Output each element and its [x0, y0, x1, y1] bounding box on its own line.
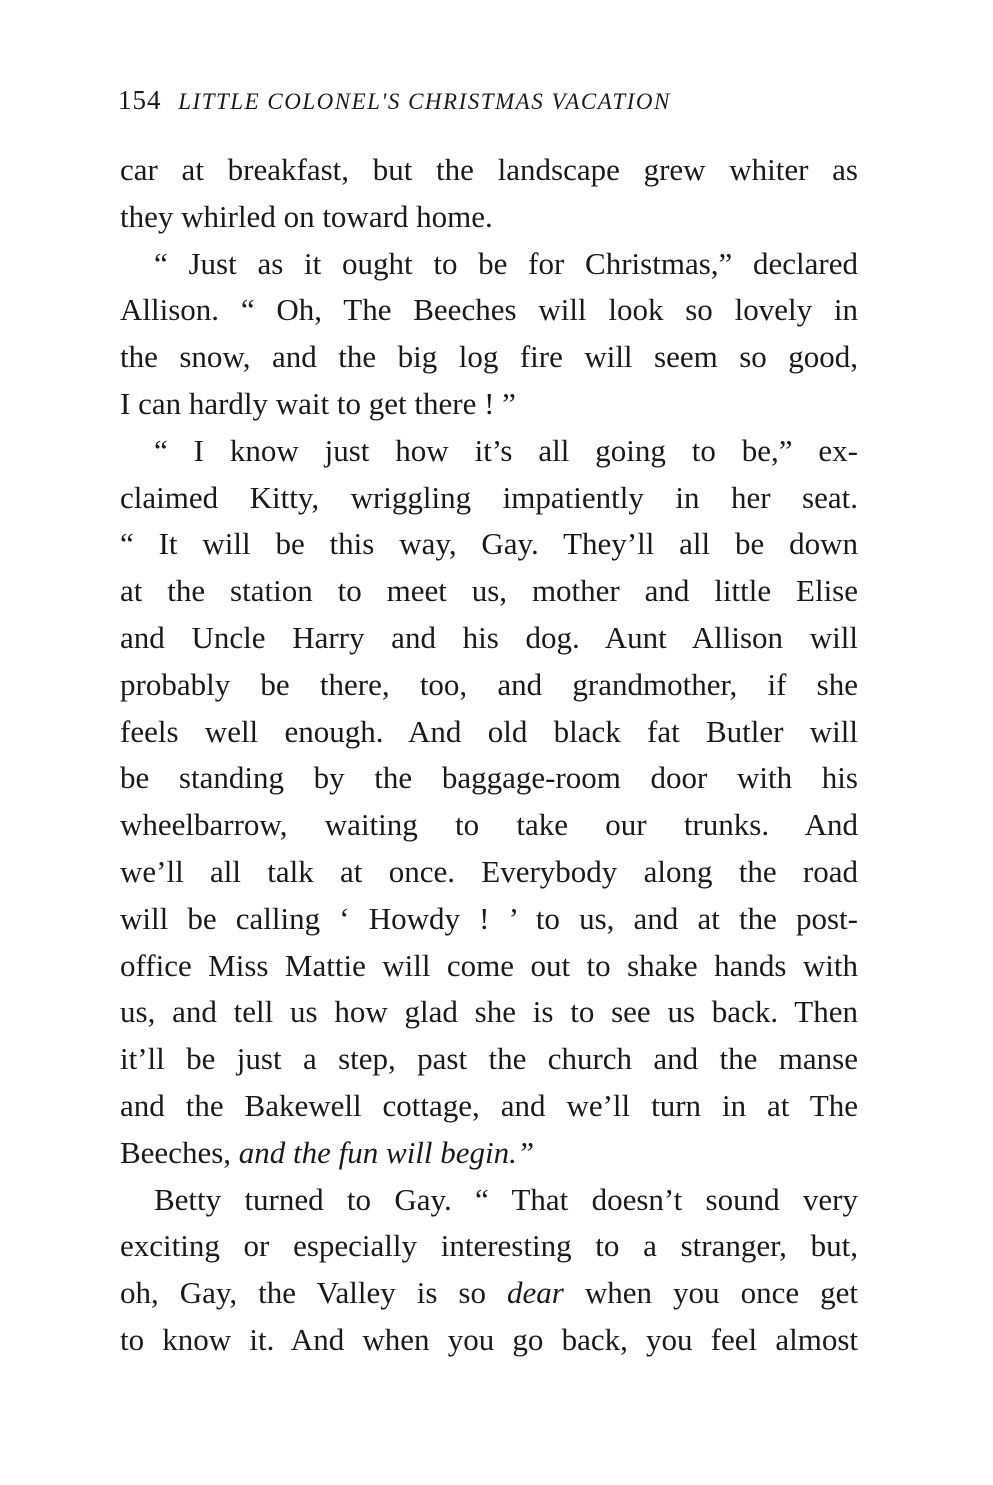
text-line: and the Bakewell cottage, and we’ll turn in at The: [120, 1087, 858, 1123]
text-line: it’ll be just a step, past the church and the manse: [120, 1041, 858, 1077]
text-line: at the station to meet us, mother and little Elise: [120, 573, 858, 609]
text-line: office Miss Mattie will come out to shake hands with: [120, 947, 858, 983]
page-number: 154: [118, 85, 162, 115]
running-head: [118, 80, 858, 122]
text-line: Betty turned to Gay. “ That doesn’t sound very: [154, 1181, 858, 1217]
text-line: to know it. And when you go back, you feel almost: [120, 1321, 858, 1357]
text-line: the snow, and the big log fire will seem so good,: [120, 339, 858, 375]
body-text: [120, 147, 858, 1364]
text-line: wheelbarrow, waiting to take our trunks. And: [120, 807, 858, 843]
text-line: probably be there, too, and grandmother, if she: [120, 666, 858, 702]
text-line: “ It will be this way, Gay. They’ll all be down: [120, 526, 858, 562]
text-line: will be calling ‘ Howdy ! ’ to us, and at the post-: [120, 900, 858, 936]
text-line: and Uncle Harry and his dog. Aunt Allison will: [120, 619, 858, 655]
line-text-roman: when you once get: [563, 1275, 858, 1311]
text-line: exciting or especially interesting to a stranger, but,: [120, 1228, 858, 1264]
text-line: I can hardly wait to get there ! ”: [120, 385, 516, 421]
line-text-roman: Beeches,: [120, 1134, 239, 1170]
text-line: be standing by the baggage-room door with his: [120, 760, 858, 796]
text-line: claimed Kitty, wriggling impatiently in her seat.: [120, 479, 858, 515]
line-text-italic: dear: [507, 1275, 564, 1311]
text-line: car at breakfast, but the landscape grew whiter as: [120, 152, 858, 187]
text-line: “ Just as it ought to be for Christmas,” declared: [154, 245, 858, 281]
text-line: they whirled on toward home.: [120, 198, 493, 234]
text-line: Allison. “ Oh, The Beeches will look so lovely in: [120, 292, 858, 328]
text-line: us, and tell us how glad she is to see us back. Then: [120, 994, 858, 1030]
text-line: feels well enough. And old black fat Butler will: [120, 713, 858, 749]
line-text-roman: oh, Gay, the Valley is so: [120, 1275, 508, 1311]
line-text-italic: and the fun will begin.”: [238, 1134, 535, 1170]
text-line: we’ll all talk at once. Everybody along the road: [120, 853, 858, 889]
book-title: LITTLE COLONEL'S CHRISTMAS VACATION: [178, 89, 671, 114]
text-line: [120, 1270, 858, 1317]
text-line: “ I know just how it’s all going to be,” ex-: [154, 432, 858, 468]
text-line: [120, 1130, 858, 1177]
